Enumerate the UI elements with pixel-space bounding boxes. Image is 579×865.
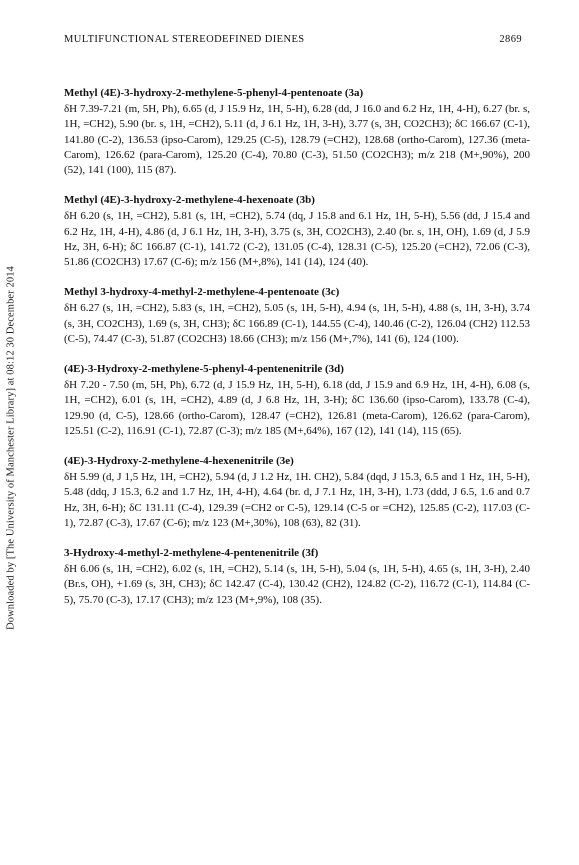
compound-entry-3d (64, 362, 530, 439)
compound-entry-3e (64, 454, 530, 531)
compound-title: Methyl (4E)-3-hydroxy-2-methylene-4-hexenoate (3b) (64, 194, 315, 207)
compound-title: Methyl 3-hydroxy-4-methyl-2-methylene-4-pentenoate (3c) (64, 286, 340, 299)
page-number: 2869 (499, 34, 522, 45)
compound-title: (4E)-3-Hydroxy-2-methylene-4-hexenenitrile (3e) (64, 455, 294, 468)
compound-spectral-data: δH 6.06 (s, 1H, =CH2), 6.02 (s, 1H, =CH2), 5.14 (s, 1H, 5-H), 5.04 (s, 1H, 5-H), 4.65 (s, 1H, 3-H), 2.40 (Br.s, OH), +1.69 (s, 3H, CH3); δC 142.47 (C-4), 130.42 (CH2), 124.82 (C-2), 116.72 (C-1), 114.84 (C-5), 75.70 (C-3), 17.17 (CH3); m/z 123 (M+,9%), 108 (35). (64, 563, 530, 606)
compound-spectral-data: δH 6.27 (s, 1H, =CH2), 5.83 (s, 1H, =CH2), 5.05 (s, 1H, 5-H), 4.94 (s, 1H, 5-H), 4.88 (s, 1H, 3-H), 3.74 (s, 3H, CO2CH3), 1.69 (s, 3H, CH3); δC 166.89 (C-1), 144.55 (C-4), 140.46 (C-2), 126.04 (CH2) 112.53 (C-5), 74.47 (C-3), 51.87 (CO2CH3) 18.66 (CH3); m/z 156 (M+,7%), 141 (6), 124 (100). (64, 302, 530, 345)
compound-title: (4E)-3-Hydroxy-2-methylene-5-phenyl-4-pentenenitrile (3d) (64, 363, 344, 376)
compound-entry-3c (64, 285, 530, 347)
running-title: MULTIFUNCTIONAL STEREODEFINED DIENES (64, 34, 305, 45)
compound-title: 3-Hydroxy-4-methyl-2-methylene-4-pentenenitrile (3f) (64, 547, 319, 560)
compound-spectral-data: δH 5.99 (d, J 1,5 Hz, 1H, =CH2), 5.94 (d, J 1.2 Hz, 1H. CH2), 5.84 (dqd, J 15.3, 6.5 and 1 Hz, 1H, 5-H), 5.48 (ddq, J 15.3, 6.2 and 1.7 Hz, 1H, 4-H), 4.64 (br. d, J 7.1 Hz, 1H, 3-H), 1.73 (ddd, J 6.5, 1.6 and 0.7 Hz, 3H, 6-H); δC 131.11 (C-4), 129.39 (=CH2 or C-5), 129.14 (C-5 or =CH2), 125.85 (C-2), 117.03 (C-1), 72.87 (C-3), 17.67 (C-6); m/z 123 (M+,30%), 108 (63), 82 (31). (64, 471, 530, 529)
download-watermark-text: Downloaded by [The University of Manchester Library] at 08:12 30 December 2014 (5, 266, 17, 630)
compound-entry-3b (64, 193, 530, 270)
compound-spectral-data: δH 6.20 (s, 1H, =CH2), 5.81 (s, 1H, =CH2), 5.74 (dq, J 15.8 and 6.1 Hz, 1H, 5-H), 5.56 (dd, J 15.4 and 6.2 Hz, 1H, 4-H), 4.86 (d, J 6.1 Hz, 1H, 3-H), 3.75 (s, 3H, CO2CH3), 2.40 (br. s, 1H, OH), 1.69 (d, J 5.9 Hz, 3H, 6-H); δC 166.87 (C-1), 141.72 (C-2), 131.05 (C-4), 128.31 (C-5), 125.20 (=CH2), 72.06 (C-3), 51.86 (CO2CH3) 17.67 (C-6); m/z 156 (M+,8%), 141 (14), 124 (40). (64, 210, 530, 269)
compound-spectral-data: δH 7.39-7.21 (m, 5H, Ph), 6.65 (d, J 15.9 Hz, 1H, 5-H), 6.28 (dd, J 16.0 and 6.2 Hz, 1H, 4-H), 6.27 (br. s, 1H, =CH2), 5.90 (br. s, 1H, =CH2), 5.11 (d, J 6.1 Hz, 1H, 3-H), 3.77 (s, 3H, CO2CH3); δC 166.67 (C-1), 141.80 (C-2), 136.53 (ipso-Carom), 129.25 (C-5), 128.79 (=CH2), 128.68 (ortho-Carom), 127.36 (meta-Carom), 126.62 (para-Carom), 125.20 (C-4), 70.80 (C-3), 51.50 (CO2CH3); m/z 218 (M+,90%), 200 (52), 141 (100), 115 (87). (64, 103, 530, 177)
download-watermark (4, 188, 18, 708)
compound-entry-3f (64, 546, 530, 608)
compound-entry-3a (64, 86, 530, 178)
compound-title: Methyl (4E)-3-hydroxy-2-methylene-5-phenyl-4-pentenoate (3a) (64, 87, 364, 99)
compound-data-list (64, 86, 530, 623)
compound-spectral-data: δH 7.20 - 7.50 (m, 5H, Ph), 6.72 (d, J 15.9 Hz, 1H, 5-H), 6.18 (dd, J 15.9 and 6.9 Hz, 1H, 4-H), 6.08 (s, 1H, =CH2), 6.01 (s, 1H, =CH2), 4.89 (d, J 6.8 Hz, 1H, 3-H); δC 136.60 (ipso-Carom), 133.78 (C-4), 129.90 (d, C-5), 128.66 (ortho-Carom), 128.47 (=CH2), 126.81 (meta-Carom), 126.62 (para-Carom), 125.51 (C-2), 116.91 (C-1), 72.87 (C-3); m/z 185 (M+,64%), 167 (12), 141 (14), 115 (65). (64, 379, 530, 437)
